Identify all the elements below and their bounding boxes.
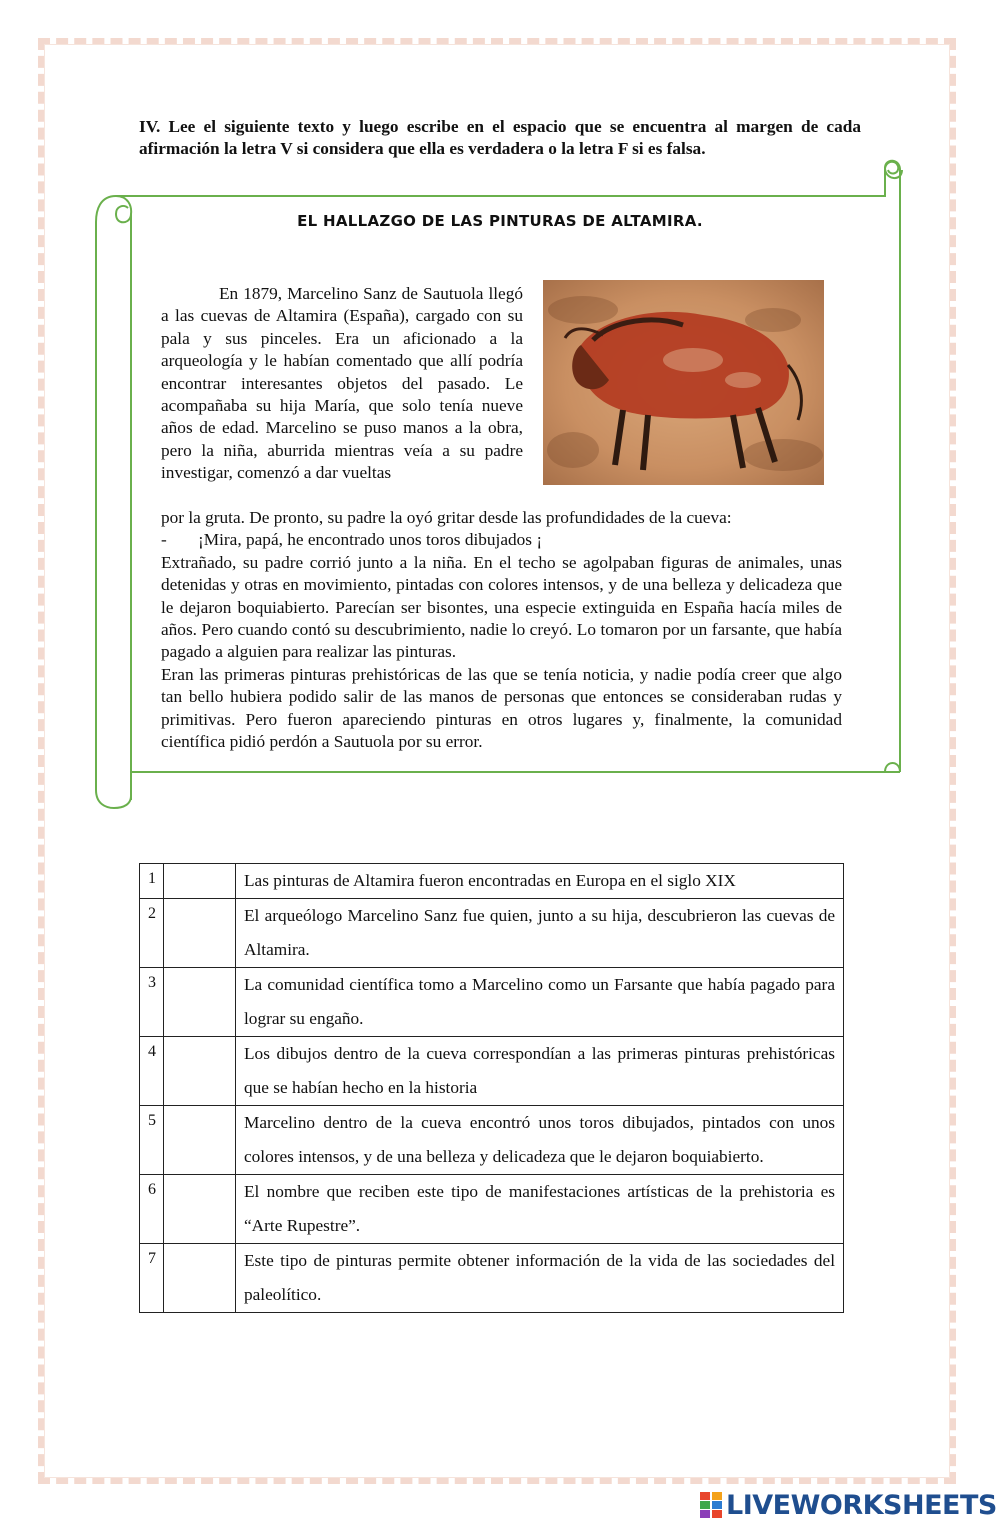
reading-title: EL HALLAZGO DE LAS PINTURAS DE ALTAMIRA.: [297, 212, 703, 230]
table-row: [140, 1106, 844, 1175]
statement-text: La comunidad científica tomo a Marcelino como un Farsante que había pagado para lograr su engaño.: [236, 968, 844, 1037]
statement-text: Los dibujos dentro de la cueva correspondían a las primeras pinturas prehistóricas que se habían hecho en la historia: [236, 1037, 844, 1106]
answer-cell[interactable]: [164, 1037, 236, 1106]
statement-number: 1: [140, 864, 164, 899]
liveworksheets-brand[interactable]: [700, 1490, 997, 1520]
reading-paragraph-wrapped: [161, 283, 523, 485]
statement-number: 3: [140, 968, 164, 1037]
reading-paragraph-full: [161, 507, 842, 753]
liveworksheets-logo-icon: [700, 1492, 722, 1518]
table-row: [140, 1244, 844, 1313]
answer-cell[interactable]: [164, 1175, 236, 1244]
answer-cell[interactable]: [164, 899, 236, 968]
bison-cave-painting-image: [543, 280, 824, 485]
dialogue-line: [161, 529, 842, 551]
answer-cell[interactable]: [164, 864, 236, 899]
statement-text: Marcelino dentro de la cueva encontró unos toros dibujados, pintados con unos colores intensos, y de una belleza y delicadeza que le dejaron boquiabierto.: [236, 1106, 844, 1175]
answer-cell[interactable]: [164, 1106, 236, 1175]
table-row: [140, 968, 844, 1037]
answer-cell[interactable]: [164, 1244, 236, 1313]
statement-text: Este tipo de pinturas permite obtener información de la vida de las sociedades del paleolítico.: [236, 1244, 844, 1313]
instruction-text: IV. Lee el siguiente texto y luego escribe en el espacio que se encuentra al margen de cada afirmación la letra V si considera que ella es verdadera o la letra F si es falsa.: [139, 117, 861, 158]
true-false-table: [139, 863, 844, 1313]
answer-cell[interactable]: [164, 968, 236, 1037]
statement-number: 6: [140, 1175, 164, 1244]
paragraph-1-continuation: por la gruta. De pronto, su padre la oyó gritar desde las profundidades de la cueva:: [161, 508, 732, 527]
statement-text: Las pinturas de Altamira fueron encontradas en Europa en el siglo XIX: [236, 864, 844, 899]
dialogue-dash: -: [161, 530, 167, 550]
table-row: [140, 1037, 844, 1106]
statement-number: 4: [140, 1037, 164, 1106]
paragraph-1: En 1879, Marcelino Sanz de Sautuola llegó a las cuevas de Altamira (España), cargado con su pala y sus pinceles. Era un aficionado a la arqueología y le habían comentado que allí podría encontrar interesantes objetos del pasado. Le acompañaba su hija María, que solo tenía nueve años de edad. Marcelino se puso manos a la obra, pero la niña, aburrida mientras veía a su padre investigar, comenzó a dar vueltas: [161, 284, 523, 483]
statement-text: El arqueólogo Marcelino Sanz fue quien, junto a su hija, descubrieron las cuevas de Altamira.: [236, 899, 844, 968]
liveworksheets-wordmark: LIVEWORKSHEETS: [726, 1489, 997, 1521]
table-row: [140, 864, 844, 899]
table-row: [140, 1175, 844, 1244]
statement-number: 7: [140, 1244, 164, 1313]
dialogue-text: ¡Mira, papá, he encontrado unos toros dibujados ¡: [198, 530, 543, 550]
statement-text: El nombre que reciben este tipo de manifestaciones artísticas de la prehistoria es “Arte Rupestre”.: [236, 1175, 844, 1244]
paragraph-2: Extrañado, su padre corrió junto a la niña. En el techo se agolpaban figuras de animales, unas detenidas y otras en movimiento, pintadas con colores intensos, y de una belleza y delicadeza que le dejaron boquiabierto. Parecían ser bisontes, una especie extinguida en España hacía miles de años. Pero cuando contó su descubrimiento, nadie lo creyó. Lo tomaron por un farsante, que había pagado a alguien para realizar las pinturas.: [161, 552, 842, 662]
paragraph-3: Eran las primeras pinturas prehistóricas de las que se tenía noticia, y nadie podía creer que algo tan bello hubiera podido salir de las manos de personas que entonces se consideraban rudas y primitivas. Pero fueron apareciendo pinturas en otros lugares y, finalmente, la comunidad científica pidió perdón a Sautuola por su error.: [161, 664, 842, 752]
table-row: [140, 899, 844, 968]
statement-number: 2: [140, 899, 164, 968]
statement-number: 5: [140, 1106, 164, 1175]
